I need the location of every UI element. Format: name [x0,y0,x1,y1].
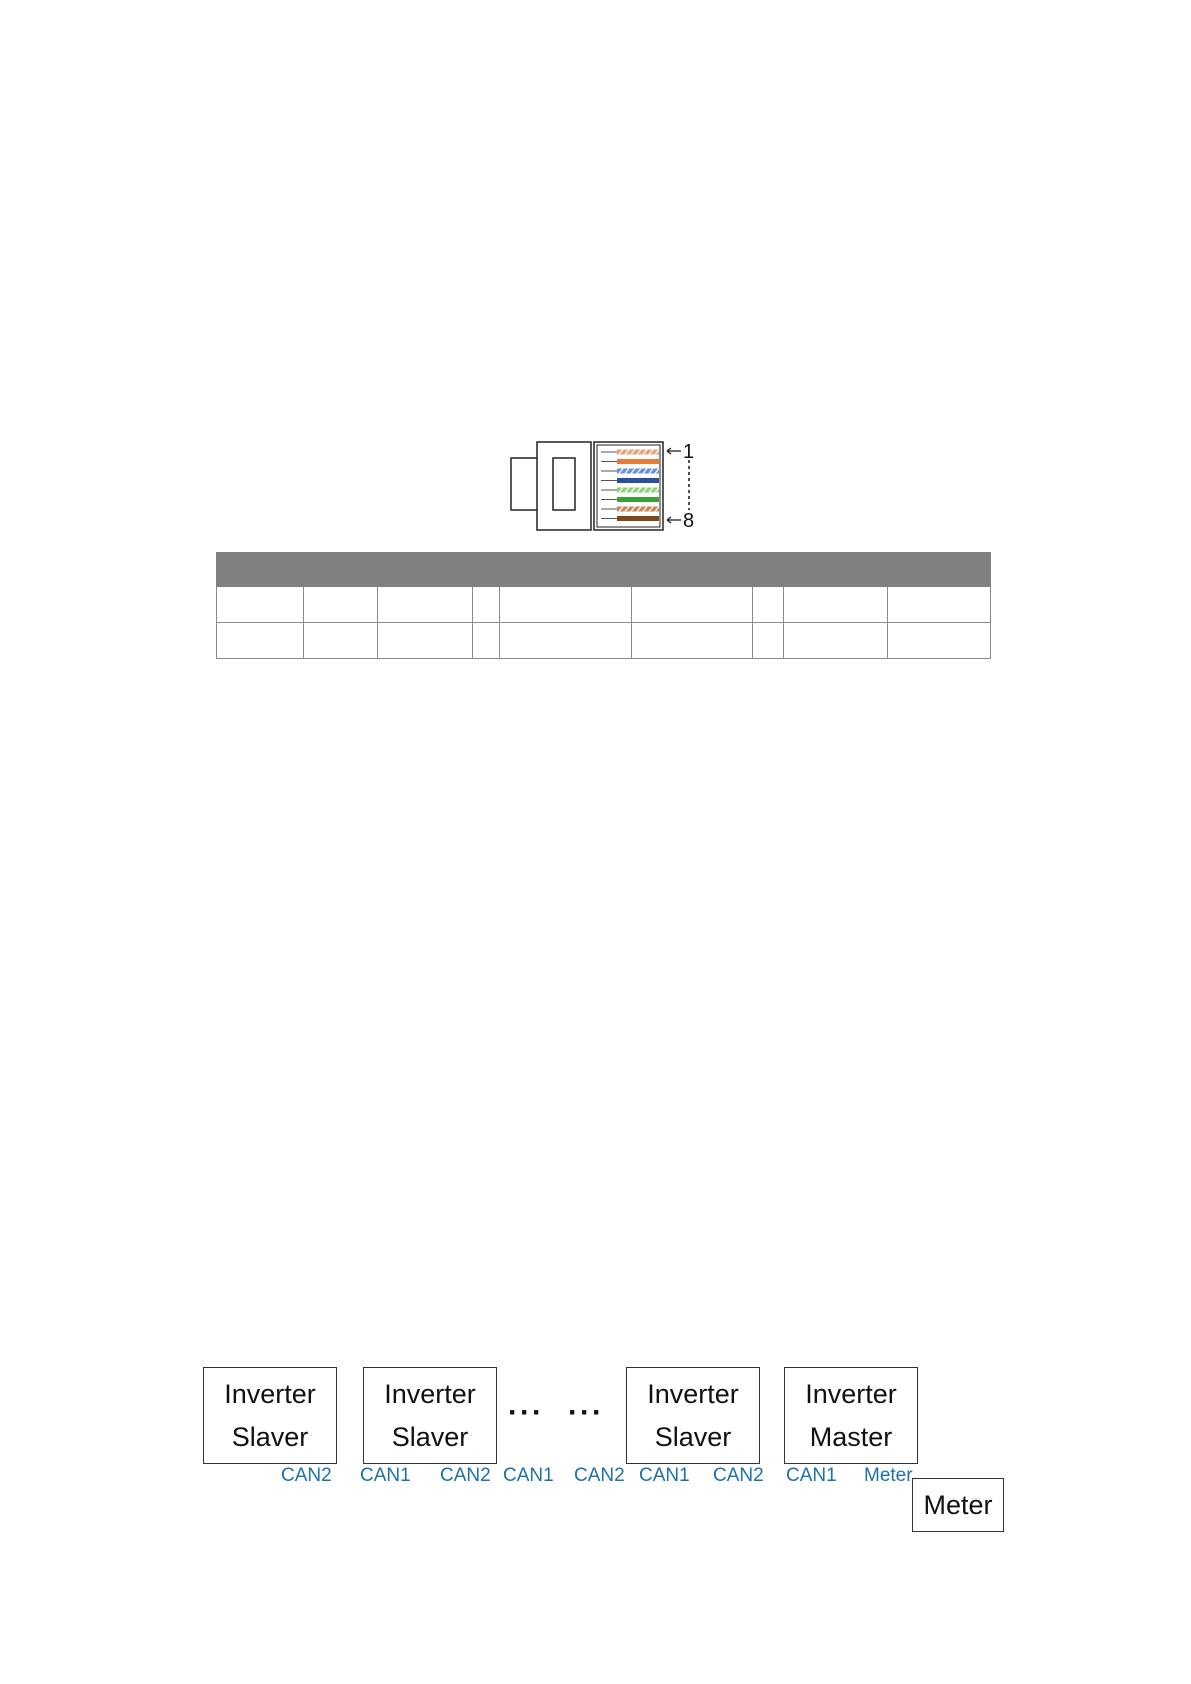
table-cell [888,623,991,659]
table-header-cell [473,553,500,587]
wire-4 [617,478,659,483]
port-label: CAN1 [639,1465,690,1486]
table-cell [473,587,500,623]
table-cell [784,623,888,659]
table-header-cell [500,553,632,587]
table-cell [784,587,888,623]
inverter-slaver-box-1 [203,1367,337,1464]
box-line1: Inverter [647,1378,739,1409]
box-line2: Slaver [654,1421,732,1452]
rj45-connector-diagram [505,436,695,536]
inverter-master-box [784,1367,918,1464]
table-header-row [217,553,991,587]
port-label: CAN2 [281,1465,332,1486]
ellipsis-dots: ··· [508,1396,544,1429]
wire-8 [617,516,659,521]
table-cell [217,587,304,623]
table-cell [632,623,753,659]
table-cell [632,587,753,623]
table-header-cell [888,553,991,587]
table-cell [473,623,500,659]
box-line2: Slaver [391,1421,469,1452]
table-cell [500,623,632,659]
table-header-cell [217,553,304,587]
meter-box [912,1478,1004,1532]
meter-box-label: Meter [923,1489,993,1520]
port-label: CAN2 [440,1465,491,1486]
table-cell [753,587,784,623]
box-line2: Slaver [231,1421,309,1452]
box-line2: Master [809,1421,893,1452]
port-label: Meter [864,1465,913,1486]
table-header-cell [378,553,473,587]
table-header-cell [632,553,753,587]
port-label: CAN1 [360,1465,411,1486]
port-label: CAN2 [713,1465,764,1486]
table-cell [888,587,991,623]
table-row [217,587,991,623]
box-line1: Inverter [384,1378,476,1409]
table-cell [378,623,473,659]
table-header-cell [784,553,888,587]
port-label: CAN1 [503,1465,554,1486]
port-label: CAN2 [574,1465,625,1486]
ellipsis-dots: ··· [568,1396,604,1429]
table-row [217,623,991,659]
inverter-slaver-box-2 [363,1367,497,1464]
pin-label-last: 8 [683,510,695,532]
table-cell [500,587,632,623]
pin-label-first: 1 [683,441,695,463]
table-cell [304,587,378,623]
table-cell [304,623,378,659]
wire-6 [617,497,659,502]
table-header-cell [753,553,784,587]
table-cell [217,623,304,659]
inverter-slaver-box-3 [626,1367,760,1464]
port-label: CAN1 [786,1465,837,1486]
box-line1: Inverter [805,1378,897,1409]
table-header-cell [304,553,378,587]
pinout-table [216,552,991,659]
table-cell [753,623,784,659]
wire-2 [617,459,659,464]
table-cell [378,587,473,623]
box-line1: Inverter [224,1378,316,1409]
